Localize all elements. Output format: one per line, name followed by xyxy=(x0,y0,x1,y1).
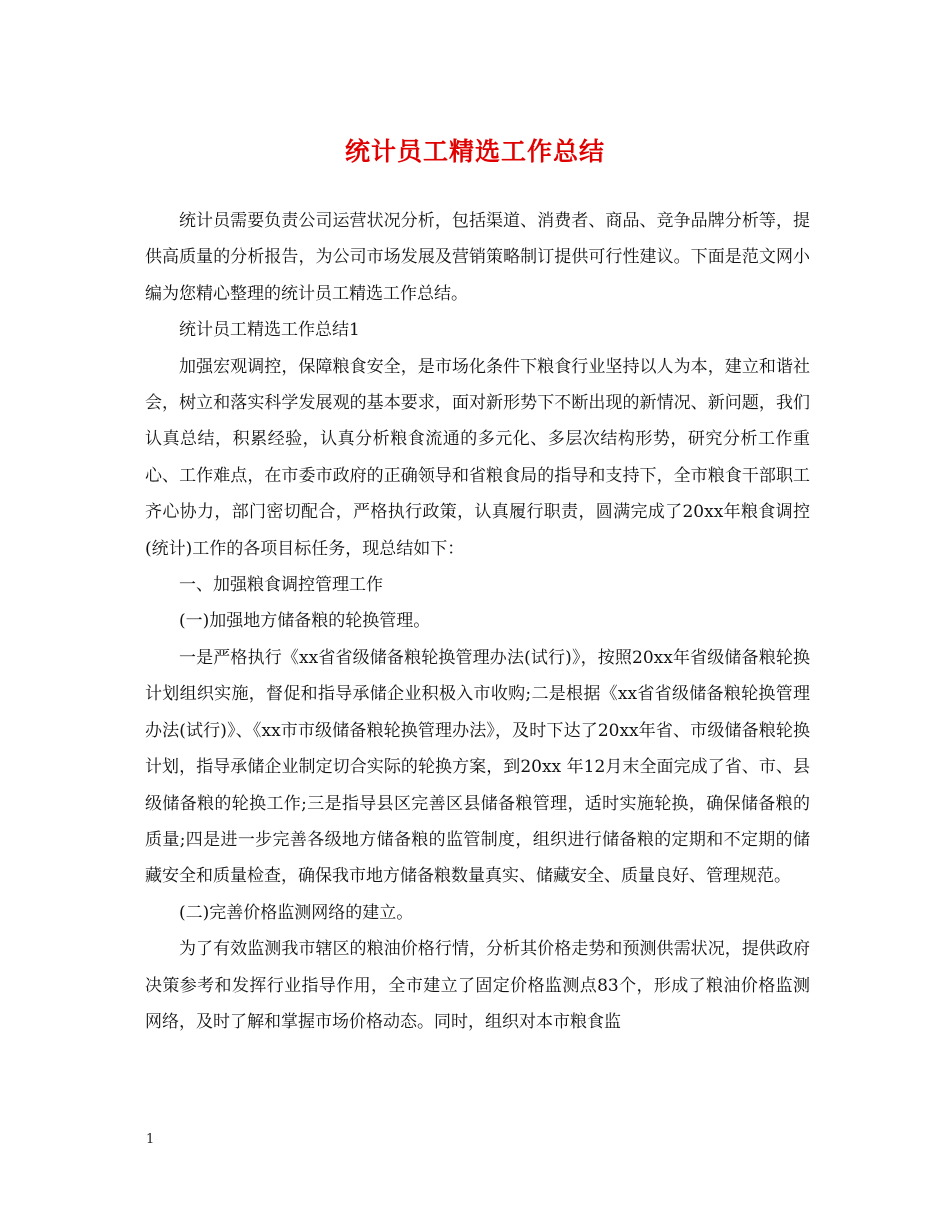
intro-paragraph: 统计员需要负责公司运营状况分析，包括渠道、消费者、商品、竞争品牌分析等，提供高质量的分析报告，为公司市场发展及营销策略制订提供可行性建议。下面是范文网小编为您精心整理的统计员工精选工作总结。 xyxy=(145,211,810,304)
section-heading-1: 一、加强粮食调控管理工作 xyxy=(179,575,383,596)
section-heading-summary-1: 统计员工精选工作总结1 xyxy=(179,320,360,341)
document-title: 统计员工精选工作总结 xyxy=(344,137,605,166)
page-number: 1 xyxy=(146,1132,155,1147)
body-paragraph: 一是严格执行《xx省省级储备粮轮换管理办法(试行)》，按照20xx年省级储备粮轮换计划组织实施，督促和指导承储企业积极入市收购;二是根据《xx省省级储备粮轮换管理办法(试行)》、《xx市市级储备粮轮换管理办法》，及时下达了20xx年省、市级储备粮轮换计划，指导承储企业制定切合实际的轮换方案，到20xx 年12月末全面完成了省、市、县级储备粮的轮换工作;三是指导县区完善区县储备粮管理，适时实施轮换，确保储备粮的质量;四是进一步完善各级地方储备粮的监管制度，组织进行储备粮的定期和不定期的储藏安全和质量检查，确保我市地方储备粮数量真实、储藏安全、质量良好、管理规范。 xyxy=(145,647,810,887)
subsection-heading-2: (二)完善价格监测网络的建立。 xyxy=(179,902,414,923)
subsection-heading-1: (一)加强地方储备粮的轮换管理。 xyxy=(179,611,431,632)
body-paragraph: 加强宏观调控，保障粮食安全，是市场化条件下粮食行业坚持以人为本，建立和谐社会，树立和落实科学发展观的基本要求，面对新形势下不断出现的新情况、新问题，我们认真总结，积累经验，认真分析粮食流通的多元化、多层次结构形势，研究分析工作重心、工作难点，在市委市政府的正确领导和省粮食局的指导和支持下，全市粮食干部职工齐心协力，部门密切配合，严格执行政策，认真履行职责，圆满完成了20xx年粮食调控(统计)工作的各项目标任务，现总结如下： xyxy=(145,356,810,559)
body-paragraph: 为了有效监测我市辖区的粮油价格行情，分析其价格走势和预测供需状况，提供政府决策参考和发挥行业指导作用，全市建立了固定价格监测点83个，形成了粮油价格监测网络，及时了解和掌握市场价格动态。同时，组织对本市粮食监 xyxy=(145,939,810,1032)
document-body xyxy=(145,203,810,1040)
